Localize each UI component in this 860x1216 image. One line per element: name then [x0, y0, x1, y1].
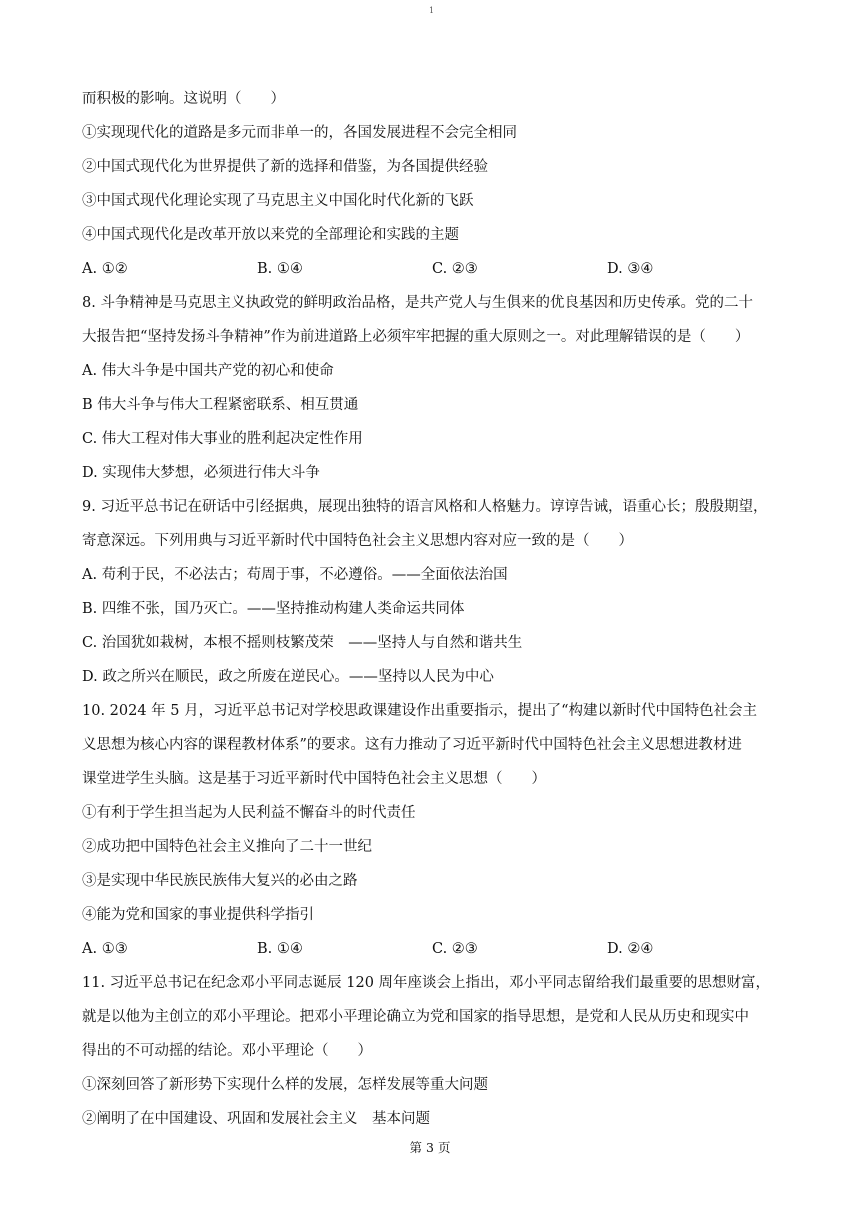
- text-line: A. 伟大斗争是中国共产党的初心和使命: [82, 363, 334, 379]
- answer-option: A. ①③: [82, 941, 128, 957]
- answer-option: C. ②③: [432, 261, 478, 277]
- text-line: 9. 习近平总书记在研话中引经据典，展现出独特的语言风格和人格魅力。谆谆告诫，语重心长；殷殷期望，: [82, 499, 768, 515]
- answer-option: B. ①④: [257, 261, 303, 277]
- text-line: 寄意深远。下列用典与习近平新时代中国特色社会主义思想内容对应一致的是（ ）: [82, 533, 633, 549]
- text-line: ④中国式现代化是改革开放以来党的全部理论和实践的主题: [82, 227, 459, 243]
- answer-options-row: [82, 257, 782, 291]
- text-line: ②中国式现代化为世界提供了新的选择和借鉴，为各国提供经验: [82, 159, 488, 175]
- text-line: B 伟大斗争与伟大工程紧密联系、相互贯通: [82, 397, 359, 413]
- text-line: A. 苟利于民，不必法古；苟周于事，不必遵俗。——全面依法治国: [82, 567, 508, 583]
- answer-option: D. ③④: [607, 261, 654, 277]
- answer-option: B. ①④: [257, 941, 303, 957]
- text-line: 11. 习近平总书记在纪念邓小平同志诞辰 120 周年座谈会上指出，邓小平同志留给我们最重要的思想财富，: [82, 975, 771, 991]
- text-line: ②阐明了在中国建设、巩固和发展社会主义 基本问题: [82, 1111, 430, 1127]
- text-line: ④能为党和国家的事业提供科学指引: [82, 907, 314, 923]
- page-top-mark: 1: [429, 6, 435, 15]
- text-line: B. 四维不张，国乃灭亡。——坚持推动构建人类命运共同体: [82, 601, 465, 617]
- answer-option: C. ②③: [432, 941, 478, 957]
- text-line: ①有利于学生担当起为人民利益不懈奋斗的时代责任: [82, 805, 416, 821]
- text-line: 而积极的影响。这说明（ ）: [82, 91, 285, 107]
- answer-option: D. ②④: [607, 941, 654, 957]
- page-number: 第 3 页: [409, 1140, 451, 1155]
- text-line: 课堂进学生头脑。这是基于习近平新时代中国特色社会主义思想（ ）: [82, 771, 546, 787]
- text-line: C. 伟大工程对伟大事业的胜利起决定性作用: [82, 431, 363, 447]
- text-line: ①深刻回答了新形势下实现什么样的发展，怎样发展等重大问题: [82, 1077, 488, 1093]
- text-line: 就是以他为主创立的邓小平理论。把邓小平理论确立为党和国家的指导思想，是党和人民从历史和现实中: [82, 1009, 749, 1025]
- text-line: 得出的不可动摇的结论。邓小平理论（ ）: [82, 1043, 372, 1059]
- answer-options-row: [82, 937, 782, 971]
- text-line: ③中国式现代化理论实现了马克思主义中国化时代化新的飞跃: [82, 193, 474, 209]
- text-line: ①实现现代化的道路是多元而非单一的，各国发展进程不会完全相同: [82, 125, 517, 141]
- text-line: 义思想为核心内容的课程教材体系”的要求。这有力推动了习近平新时代中国特色社会主义思想进教材进: [82, 737, 742, 753]
- document-body: [82, 87, 782, 1141]
- text-line: 10. 2024 年 5 月，习近平总书记对学校思政课建设作出重要指示，提出了“构建以新时代中国特色社会主: [82, 703, 758, 719]
- answer-option: A. ①②: [82, 261, 128, 277]
- text-line: 8. 斗争精神是马克思主义执政党的鲜明政治品格，是共产党人与生俱来的优良基因和历史传承。党的二十: [82, 295, 753, 311]
- text-line: D. 实现伟大梦想，必须进行伟大斗争: [82, 465, 320, 481]
- text-line: 大报告把“坚持发扬斗争精神”作为前进道路上必须牢牢把握的重大原则之一。对此理解错误的是（ ）: [82, 329, 750, 345]
- text-line: ②成功把中国特色社会主义推向了二十一世纪: [82, 839, 372, 855]
- text-line: ③是实现中华民族民族伟大复兴的必由之路: [82, 873, 358, 889]
- text-line: D. 政之所兴在顺民，政之所废在逆民心。——坚持以人民为中心: [82, 669, 494, 685]
- text-line: C. 治国犹如栽树，本根不摇则枝繁茂荣 ——坚持人与自然和谐共生: [82, 635, 523, 651]
